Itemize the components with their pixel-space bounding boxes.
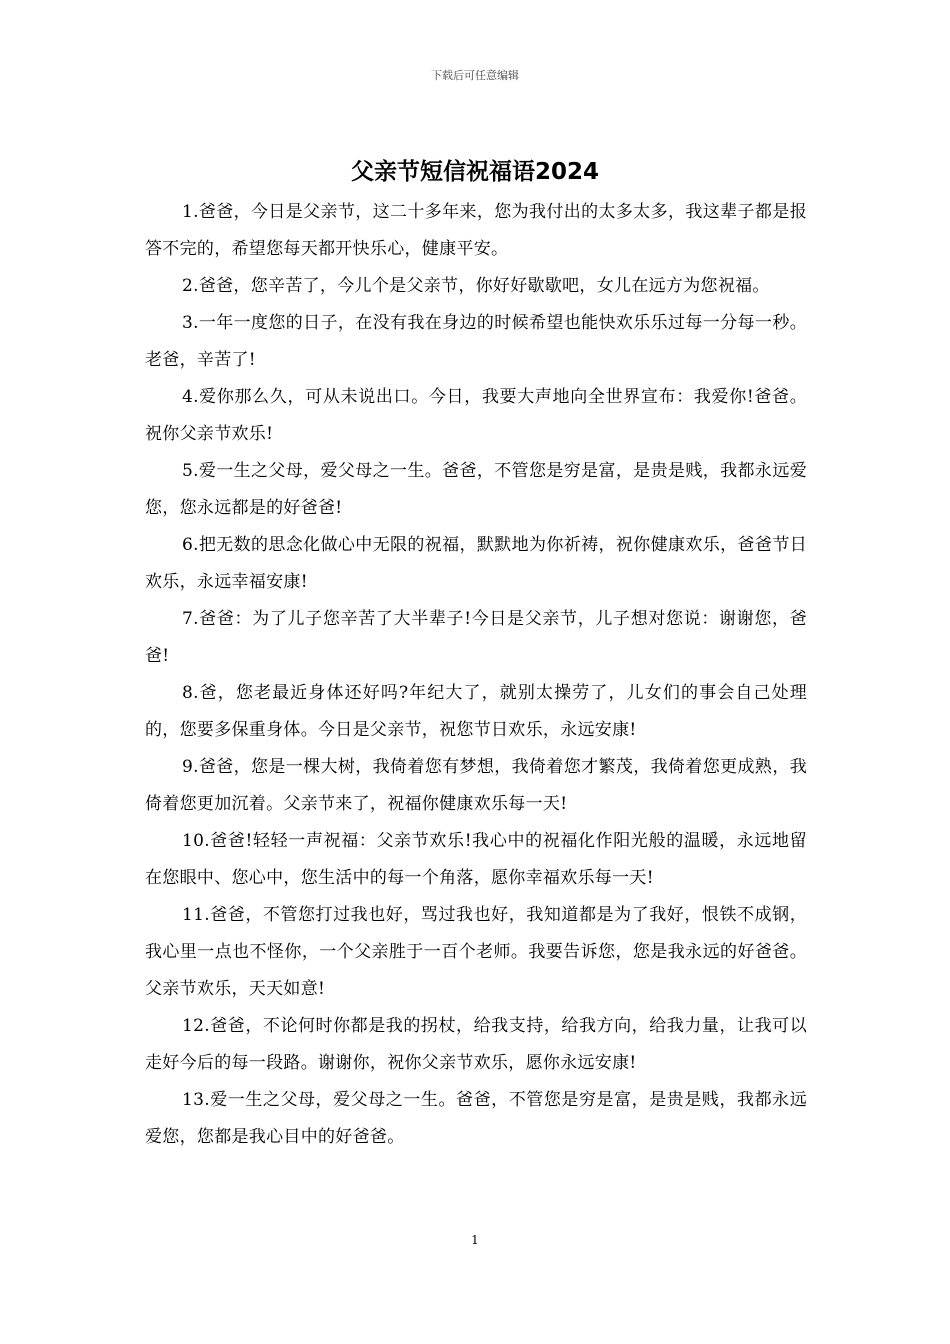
document-title: 父亲节短信祝福语2024 [350, 159, 599, 185]
paragraph-4: 4.爱你那么久，可从未说出口。今日，我要大声地向全世界宣布：我爱你!爸爸。祝你父亲节欢乐! [145, 387, 807, 444]
paragraph-7: 7.爸爸：为了儿子您辛苦了大半辈子!今日是父亲节，儿子想对您说：谢谢您，爸爸! [145, 609, 807, 666]
paragraph-11: 11.爸爸，不管您打过我也好，骂过我也好，我知道都是为了我好，恨铁不成钢，我心里一点也不怪你，一个父亲胜于一百个老师。我要告诉您，您是我永远的好爸爸。父亲节欢乐，天天如意! [145, 905, 807, 999]
paragraph-13: 13.爱一生之父母，爱父母之一生。爸爸，不管您是穷是富，是贵是贱，我都永远爱您，您都是我心目中的好爸爸。 [145, 1090, 807, 1147]
paragraph-8: 8.爸，您老最近身体还好吗?年纪大了，就别太操劳了，儿女们的事会自己处理的，您要多保重身体。今日是父亲节，祝您节日欢乐，永远安康! [145, 683, 807, 740]
paragraph-12: 12.爸爸，不论何时你都是我的拐杖，给我支持，给我方向，给我力量，让我可以走好今后的每一段路。谢谢你，祝你父亲节欢乐，愿你永远安康! [145, 1016, 807, 1073]
header-note: 下载后可任意编辑 [431, 69, 519, 82]
paragraph-5: 5.爱一生之父母，爱父母之一生。爸爸，不管您是穷是富，是贵是贱，我都永远爱您，您永远都是的好爸爸! [145, 461, 807, 518]
page-number: 1 [471, 1233, 479, 1247]
document-body [145, 194, 807, 1156]
paragraph-6: 6.把无数的思念化做心中无限的祝福，默默地为你祈祷，祝你健康欢乐，爸爸节日欢乐，永远幸福安康! [145, 535, 807, 592]
paragraph-1: 1.爸爸，今日是父亲节，这二十多年来，您为我付出的太多太多，我这辈子都是报答不完的，希望您每天都开快乐心，健康平安。 [145, 202, 807, 259]
paragraph-3: 3.一年一度您的日子，在没有我在身边的时候希望也能快欢乐乐过每一分每一秒。老爸，辛苦了! [145, 313, 807, 370]
paragraph-2: 2.爸爸，您辛苦了，今儿个是父亲节，你好好歇歇吧，女儿在远方为您祝福。 [182, 276, 770, 296]
paragraph-10: 10.爸爸!轻轻一声祝福：父亲节欢乐!我心中的祝福化作阳光般的温暖，永远地留在您眼中、您心中，您生活中的每一个角落，愿你幸福欢乐每一天! [145, 831, 807, 888]
paragraph-9: 9.爸爸，您是一棵大树，我倚着您有梦想，我倚着您才繁茂，我倚着您更成熟，我倚着您更加沉着。父亲节来了，祝福你健康欢乐每一天! [145, 757, 807, 814]
